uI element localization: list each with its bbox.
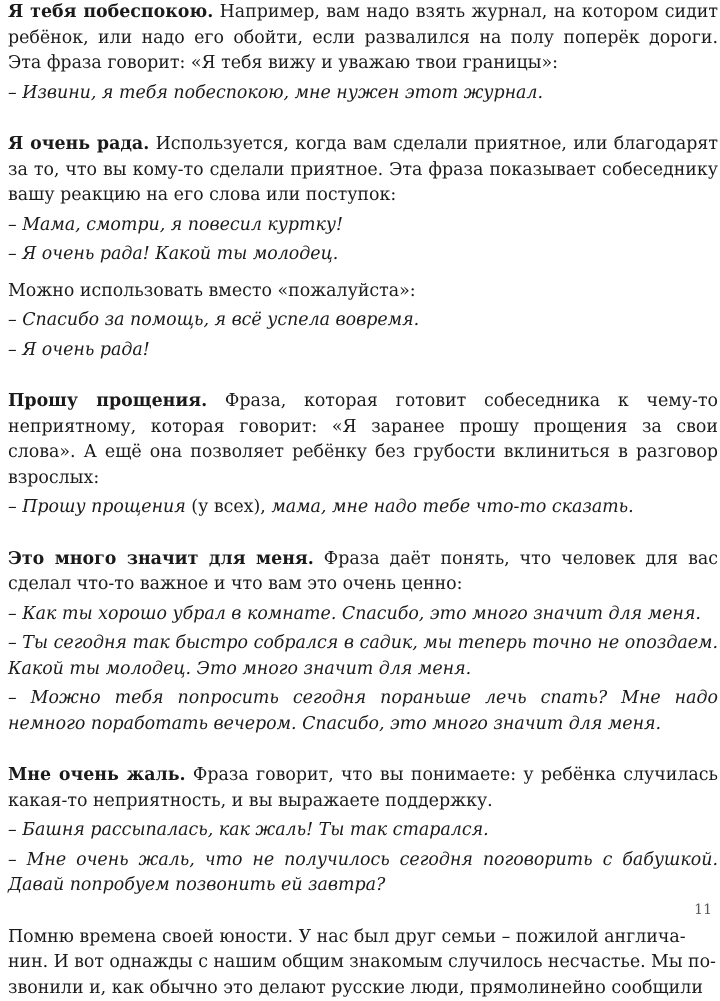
paragraph-proshu-prosheniya bbox=[8, 389, 718, 491]
example-line: – Мне очень жаль, что не получилось сегодня поговорить с бабушкой. Давай попробуем позвонить ей завтра? bbox=[8, 848, 718, 899]
example-line: – Я очень рада! Какой ты молодец. bbox=[8, 242, 718, 268]
paragraph-text: Например, вам надо взять журнал, на котором сидит ребёнок, или надо его обойти, если развалился на полу поперёк дороги. Эта фраза говорит: «Я тебя вижу и уважаю твои границы»: bbox=[8, 2, 718, 73]
example-part: мама, мне надо тебе что-то сказать. bbox=[271, 497, 633, 517]
phrase-heading: Это много значит для меня. bbox=[8, 549, 314, 569]
example-line: – Спасибо за помощь, я всё успела вовремя. bbox=[8, 308, 718, 334]
example-part: – Прошу прощения bbox=[8, 497, 186, 517]
example-line: – Ты сегодня так быстро собрался в садик, мы теперь точно не опоздаем. Какой ты молодец. Это много значит для меня. bbox=[8, 631, 718, 682]
example-line: – Как ты хорошо убрал в комнате. Спасибо, это много значит для меня. bbox=[8, 602, 718, 628]
example-line: – Извини, я тебя побеспокою, мне нужен этот журнал. bbox=[8, 81, 718, 107]
example-line: – Мама, смотри, я повесил куртку! bbox=[8, 213, 718, 239]
text-line: звонили и, как обычно это делают русские люди, прямолинейно сообщили bbox=[8, 976, 718, 1001]
note-line: Можно использовать вместо «пожалуйста»: bbox=[8, 279, 718, 305]
paragraph-eto-mnogo-znachit bbox=[8, 547, 718, 598]
example-line bbox=[8, 495, 718, 521]
text-line: нин. И вот однажды с нашим общим знакомым случилось несчастье. Мы по- bbox=[8, 950, 718, 976]
text-line: Помню времена своей юности. У нас был друг семьи – пожилой англича- bbox=[8, 925, 718, 951]
paragraph-mne-ochen-zhal bbox=[8, 763, 718, 814]
page-body bbox=[8, 0, 718, 1001]
paragraph-text: Используется, когда вам сделали приятное, или благодарят за то, что вы кому-то сделали приятное. Эта фраза показывает собеседнику вашу реакцию на его слова или поступок: bbox=[8, 134, 718, 205]
phrase-heading: Я тебя побеспокою. bbox=[8, 2, 213, 22]
phrase-heading: Мне очень жаль. bbox=[8, 765, 186, 785]
paragraph-ya-ochen-rada bbox=[8, 132, 718, 209]
phrase-heading: Я очень рада. bbox=[8, 134, 149, 154]
example-part: (у всех), bbox=[186, 497, 272, 517]
example-line: – Башня рассыпалась, как жаль! Ты так старался. bbox=[8, 818, 718, 844]
paragraph-text: Фраза даёт понять, что человек для вас сделал что-то важное и что вам это очень ценно: bbox=[8, 549, 718, 595]
paragraph-ya-tebya-pobespokoyu bbox=[8, 0, 718, 77]
example-line: – Можно тебя попросить сегодня пораньше лечь спать? Мне надо немного поработать вечером. Спасибо, это много значит для меня. bbox=[8, 686, 718, 737]
example-line: – Я очень рада! bbox=[8, 338, 718, 364]
paragraph-text: Фраза, которая готовит собеседника к чему-то неприятному, которая говорит: «Я заранее прошу прощения за свои слова». А ещё она позволяет ребёнку без грубости вклиниться в разговор взрослых: bbox=[8, 391, 718, 488]
page-number: 11 bbox=[694, 902, 712, 918]
paragraph-text: Фраза говорит, что вы понимаете: у ребёнка случилась какая-то неприятность, и вы выражаете поддержку. bbox=[8, 765, 718, 811]
phrase-heading: Прошу прощения. bbox=[8, 391, 207, 411]
